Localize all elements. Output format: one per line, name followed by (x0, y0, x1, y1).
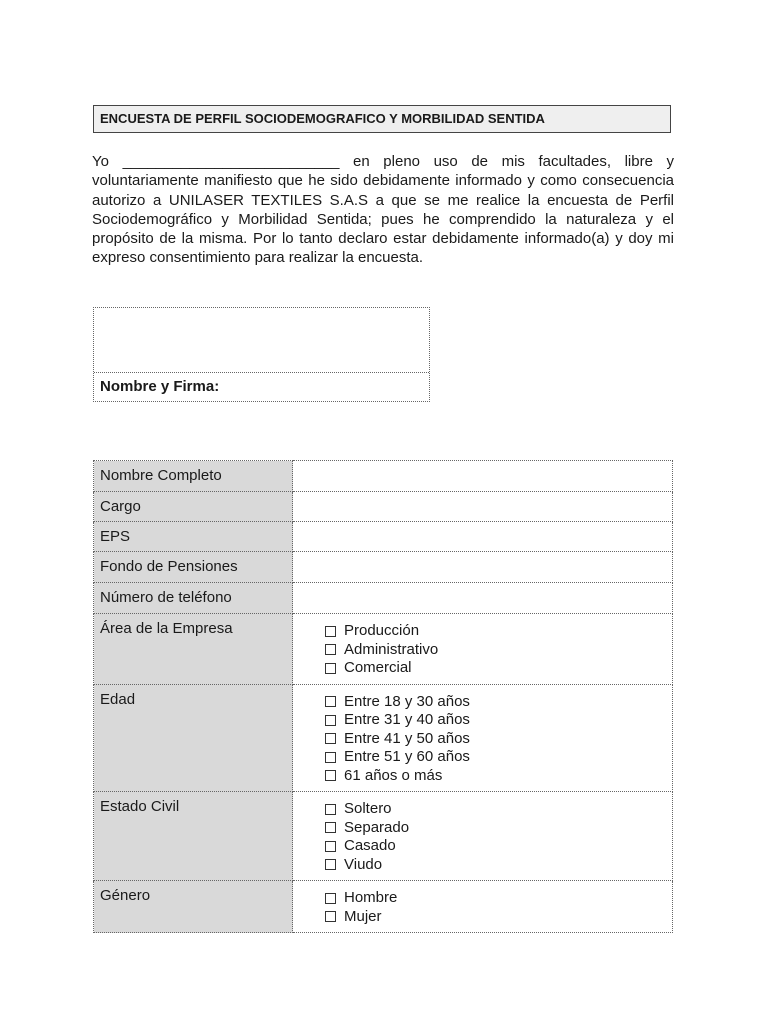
option-item[interactable] (325, 730, 672, 749)
choice-options (293, 684, 673, 792)
field-label: Área de la Empresa (94, 614, 293, 685)
option-label: Comercial (344, 659, 412, 676)
option-list (293, 792, 672, 880)
choice-row-edad (94, 684, 673, 792)
choice-options (293, 881, 673, 933)
option-item[interactable] (325, 659, 672, 678)
option-label: Entre 51 y 60 años (344, 748, 470, 765)
field-row-fondo-de-pensiones (94, 552, 673, 583)
option-item[interactable] (325, 819, 672, 838)
profile-table (93, 460, 673, 933)
checkbox-icon[interactable] (325, 822, 336, 833)
option-label: Viudo (344, 855, 383, 873)
option-label: Separado (344, 818, 410, 836)
field-input-cargo[interactable] (293, 492, 673, 522)
checkbox-icon[interactable] (325, 715, 336, 726)
signature-area[interactable] (94, 308, 429, 373)
signature-box (93, 307, 430, 402)
field-input-nombre-completo[interactable] (293, 461, 673, 492)
option-label: Mujer (344, 907, 382, 925)
field-input-fondo-de-pensiones[interactable] (293, 552, 673, 583)
checkbox-icon[interactable] (325, 644, 336, 655)
field-row-numero-de-telefono (94, 583, 673, 614)
option-label: Soltero (344, 800, 392, 817)
checkbox-icon[interactable] (325, 626, 336, 637)
choice-options (293, 792, 673, 881)
field-input-eps[interactable] (293, 522, 673, 552)
option-label: Entre 31 y 40 años (344, 711, 470, 728)
option-list (293, 881, 672, 932)
checkbox-icon[interactable] (325, 733, 336, 744)
checkbox-icon[interactable] (325, 804, 336, 815)
field-label: Nombre Completo (94, 461, 293, 492)
field-label: Género (94, 881, 293, 933)
checkbox-icon[interactable] (325, 859, 336, 870)
checkbox-icon[interactable] (325, 911, 336, 922)
name-blank-line[interactable]: __________________________ (122, 153, 340, 170)
option-item[interactable] (325, 800, 672, 819)
field-row-cargo (94, 492, 673, 522)
field-row-nombre-completo (94, 461, 673, 492)
consent-text: en pleno uso de mis facultades, libre y voluntariamente manifiesto que he sido debidamente informado y como consecuencia autorizo a UNILASER TEXTILES S.A.S a que se me realice la encuesta de Perfil Sociodemográfico y Morbilidad Sentida; pues he comprendido la naturaleza y el propósito de la misma. Por lo tanto declaro estar debidamente informado(a) y doy mi expreso consentimiento para realizar la encuesta. (92, 153, 675, 267)
consent-prefix: Yo (92, 153, 109, 170)
checkbox-icon[interactable] (325, 841, 336, 852)
field-label: Cargo (94, 492, 293, 522)
option-item[interactable] (325, 711, 672, 730)
option-list (293, 685, 672, 792)
option-label: Entre 41 y 50 años (344, 729, 470, 747)
choice-options (293, 614, 673, 685)
option-label: Hombre (344, 889, 398, 906)
choice-row-estado-civil (94, 792, 673, 881)
checkbox-icon[interactable] (325, 893, 336, 904)
field-row-eps (94, 522, 673, 552)
option-item[interactable] (325, 622, 672, 641)
option-label: 61 años o más (344, 766, 443, 784)
field-label: Número de teléfono (94, 583, 293, 614)
option-label: Casado (344, 837, 396, 854)
field-input-numero-de-telefono[interactable] (293, 583, 673, 614)
option-label: Entre 18 y 30 años (344, 692, 470, 710)
field-label: Edad (94, 684, 293, 792)
option-item[interactable] (325, 856, 672, 875)
option-item[interactable] (325, 693, 672, 712)
survey-title: ENCUESTA DE PERFIL SOCIODEMOGRAFICO Y MORBILIDAD SENTIDA (93, 105, 671, 133)
field-label: EPS (94, 522, 293, 552)
consent-paragraph (92, 152, 674, 268)
checkbox-icon[interactable] (325, 696, 336, 707)
option-item[interactable] (325, 837, 672, 856)
option-item[interactable] (325, 767, 672, 786)
checkbox-icon[interactable] (325, 663, 336, 674)
choice-row-genero (94, 881, 673, 933)
checkbox-icon[interactable] (325, 770, 336, 781)
checkbox-icon[interactable] (325, 752, 336, 763)
option-label: Producción (344, 622, 420, 639)
option-item[interactable] (325, 641, 672, 660)
signature-label: Nombre y Firma: (100, 378, 220, 395)
option-item[interactable] (325, 889, 672, 908)
choice-row-area-de-la-empresa (94, 614, 673, 685)
option-list (293, 614, 672, 684)
option-item[interactable] (325, 908, 672, 927)
option-item[interactable] (325, 748, 672, 767)
option-label: Administrativo (344, 640, 439, 658)
field-label: Estado Civil (94, 792, 293, 881)
field-label: Fondo de Pensiones (94, 552, 293, 583)
